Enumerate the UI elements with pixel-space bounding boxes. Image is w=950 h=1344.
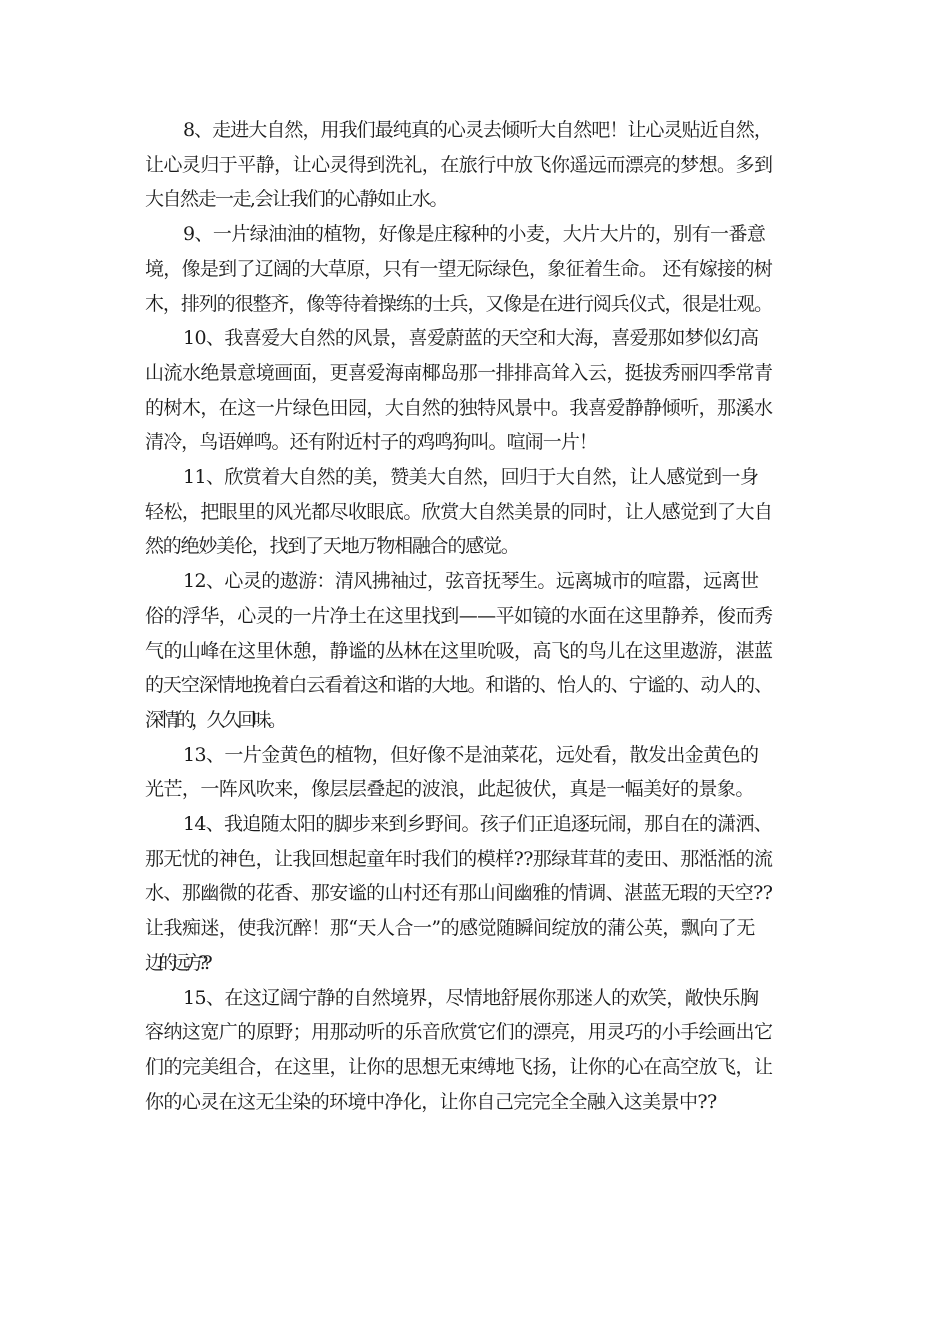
document-body (145, 113, 810, 1119)
text-line: 让我痴迷，使我沉醉！那“天人合一”的感觉随瞬间绽放的蒲公英，飘向了无 (145, 917, 755, 940)
text-line: 你的心灵在这无尘染的环境中净化，让你自己完完全全融入这美景中?? (145, 1090, 717, 1113)
text-line: 14、我追随太阳的脚步来到乡野间。孩子们正追逐玩闹，那自在的潇洒、 (183, 813, 772, 836)
paragraph-10 (145, 321, 810, 460)
text-line: 轻松，把眼里的风光都尽收眼底。欣赏大自然美景的同时，让人感觉到了大自 (145, 500, 773, 523)
paragraph-12 (145, 564, 810, 738)
text-line: 俗的浮华，心灵的一片净土在这里找到——平如镜的水面在这里静养，俊而秀 (145, 604, 773, 627)
text-line: 清冷，鸟语婵鸣。还有附近村子的鸡鸣狗叫。喧闹一片！ (145, 431, 598, 454)
text-line: 光芒，一阵风吹来，像层层叠起的波浪，此起彼伏，真是一幅美好的景象。 (145, 778, 754, 801)
paragraph-14 (145, 807, 810, 981)
text-line: 13、一片金黄色的植物，但好像不是油菜花，远处看，散发出金黄色的 (183, 743, 759, 766)
text-line: 木，排列的很整齐，像等待着操练的士兵，又像是在进行阅兵仪式，很是壮观。 (145, 292, 773, 315)
text-line: 们的完美组合，在这里，让你的思想无束缚地飞扬，让你的心在高空放飞，让 (145, 1055, 773, 1078)
text-line: 11、欣赏着大自然的美，赞美大自然，回归于大自然，让人感觉到一身 (183, 466, 759, 489)
text-line: 气的山峰在这里休憩，静谧的丛林在这里吮吸，高飞的鸟儿在这里遨游，湛蓝 (145, 639, 773, 662)
text-line: 边的远方?? (145, 951, 207, 974)
paragraph-13 (145, 738, 810, 807)
text-line: 容纳这宽广的原野；用那动听的乐音欣赏它们的漂亮，用灵巧的小手绘画出它 (145, 1021, 773, 1044)
text-line: 8、走进大自然，用我们最纯真的心灵去倾听大自然吧！让心灵贴近自然， (183, 119, 772, 141)
paragraph-11 (145, 460, 810, 564)
text-line: 山流水绝景意境画面，更喜爱海南椰岛那一排排高耸入云，挺拔秀丽四季常青 (145, 361, 773, 384)
text-line: 境，像是到了辽阔的大草原，只有一望无际绿色，象征着生命。 还有嫁接的树 (145, 257, 773, 280)
text-line: 那无忧的神色，让我回想起童年时我们的模样??那绿茸茸的麦田、那湉湉的流 (145, 847, 773, 870)
paragraph-15 (145, 981, 810, 1120)
text-line: 的天空深情地挽着白云看着这和谐的大地。和谐的、怡人的、宁谧的、动人的、 (145, 674, 773, 697)
text-line: 深情的，久久回味。 (145, 708, 284, 731)
text-line: 12、心灵的遨游：清风拂袖过，弦音抚琴生。远离城市的喧嚣，远离世 (183, 570, 759, 593)
text-line: 9、一片绿油油的植物，好像是庄稼种的小麦，大片大片的，别有一番意 (183, 223, 766, 246)
paragraph-8 (145, 113, 810, 217)
text-line: 的树木，在这一片绿色田园，大自然的独特风景中。我喜爱静静倾听，那溪水 (145, 396, 773, 419)
paragraph-9 (145, 217, 810, 321)
text-line: 15、在这辽阔宁静的自然境界，尽情地舒展你那迷人的欢笑，敞快乐胸 (183, 986, 759, 1009)
text-line: 水、那幽微的花香、那安谧的山村还有那山间幽雅的情调、湛蓝无瑕的天空?? (145, 882, 773, 905)
text-line: 让心灵归于平静，让心灵得到洗礼，在旅行中放飞你遥远而漂亮的梦想。多到 (145, 153, 773, 176)
text-line: 然的绝妙美伦，找到了天地万物相融合的感觉。 (145, 535, 519, 558)
text-line: 大自然走一走,会让我们的心静如止水。 (145, 188, 447, 211)
text-line: 10、我喜爱大自然的风景，喜爱蔚蓝的天空和大海，喜爱那如梦似幻高 (183, 327, 759, 350)
